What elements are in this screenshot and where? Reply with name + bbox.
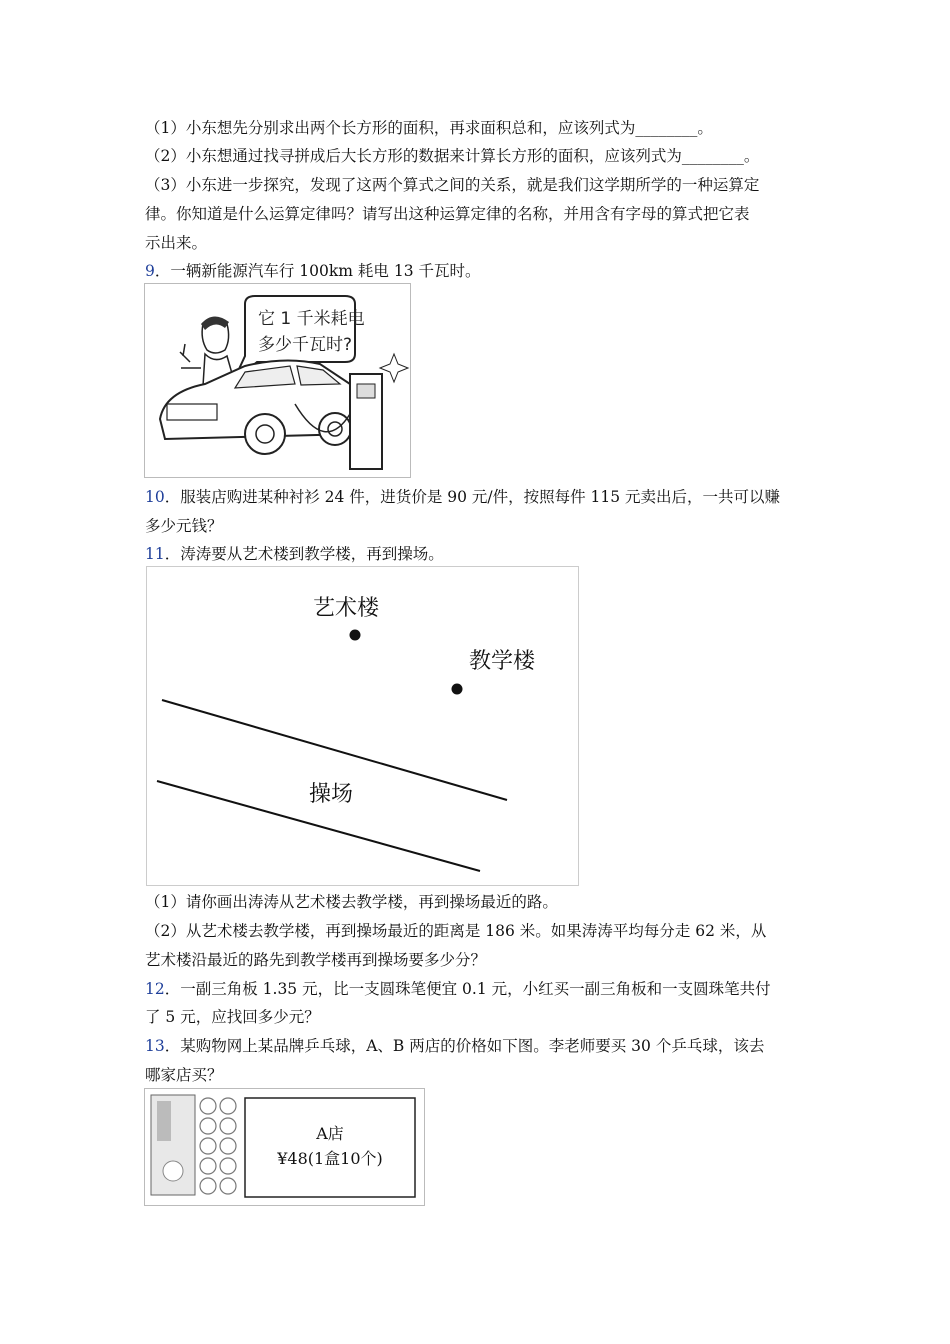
q12-line1 bbox=[145, 979, 771, 999]
q10-line1 bbox=[145, 487, 780, 507]
car-illustration bbox=[144, 283, 411, 478]
q9-text bbox=[145, 261, 480, 281]
q12-body1: ．一副三角板 1.35 元，比一支圆珠笔便宜 0.1 元，小红买一副三角板和一支圆珠笔共付 bbox=[164, 980, 771, 998]
charger-screen-icon bbox=[357, 384, 375, 398]
label-teaching-building: 教学楼 bbox=[469, 649, 536, 674]
box-ball-icon bbox=[163, 1161, 183, 1181]
q10-number: 10 bbox=[145, 488, 165, 506]
q11-text bbox=[145, 544, 444, 564]
label-playground: 操场 bbox=[309, 782, 354, 807]
campus-map bbox=[146, 566, 579, 886]
bubble-line2: 多少千瓦时? bbox=[258, 335, 353, 355]
q11-number: 11 bbox=[145, 545, 165, 563]
q11-body: ．涛涛要从艺术楼到教学楼，再到操场。 bbox=[164, 545, 444, 563]
ping-pong-balls-icon bbox=[200, 1098, 236, 1194]
q8-sub1: （1）小东想先分别求出两个长方形的面积，再求面积总和，应该列式为________。 bbox=[145, 119, 713, 137]
q8-sub3-line2: 律。你知道是什么运算定律吗？请写出这种运算定律的名称，并用含有字母的算式把它表 bbox=[145, 205, 750, 223]
q10-line2: 多少元钱？ bbox=[145, 517, 223, 535]
q13-body1: ．某购物网上某品牌乒乓球，A、B 两店的价格如下图。李老师要买 30 个乒乓球，该去 bbox=[164, 1037, 765, 1055]
q8-sub3-line1: （3）小东进一步探究，发现了这两个算式之间的关系，就是我们这学期所学的一种运算定 bbox=[145, 176, 760, 194]
q13-line2: 哪家店买？ bbox=[145, 1066, 223, 1084]
q13-line1 bbox=[145, 1036, 764, 1056]
q13-number: 13 bbox=[145, 1037, 165, 1055]
q11-sub1: （1）请你画出涛涛从艺术楼去教学楼，再到操场最近的路。 bbox=[145, 893, 558, 911]
q11-sub2-line2: 艺术楼沿最近的路先到教学楼再到操场要多少分？ bbox=[145, 951, 487, 969]
shop-a-figure bbox=[144, 1088, 425, 1206]
label-art-building: 艺术楼 bbox=[313, 596, 380, 621]
person-arm-icon bbox=[180, 344, 201, 368]
shop-name: A店 bbox=[316, 1124, 344, 1143]
q12-line2: 了 5 元，应找回多少元？ bbox=[145, 1008, 320, 1026]
sparkle-icon bbox=[380, 354, 408, 382]
q11-sub2-line1: （2）从艺术楼去教学楼，再到操场最近的距离是 186 米。如果涛涛平均每分走 62 米，从 bbox=[145, 922, 767, 940]
car-grille-icon bbox=[167, 404, 217, 420]
q8-sub2: （2）小东想通过找寻拼成后大长方形的数据来计算长方形的面积，应该列式为________。 bbox=[145, 147, 760, 165]
shop-a-drawing bbox=[145, 1089, 424, 1205]
shop-price: ¥48(1盒10个) bbox=[277, 1149, 383, 1168]
bubble-line1: 它 1 千米耗电 bbox=[258, 309, 365, 329]
art-building-dot bbox=[350, 630, 361, 641]
q12-number: 12 bbox=[145, 980, 165, 998]
q8-sub3-line3: 示出来。 bbox=[145, 234, 208, 252]
price-card bbox=[245, 1098, 415, 1197]
q9-body: ．一辆新能源汽车行 100km 耗电 13 千瓦时。 bbox=[154, 262, 481, 280]
car-drawing bbox=[145, 284, 410, 477]
map-drawing bbox=[147, 567, 578, 885]
teaching-building-dot bbox=[452, 684, 463, 695]
q10-body1: ．服装店购进某种衬衫 24 件，进货价是 90 元/件，按照每件 115 元卖出后，一共可以赚 bbox=[164, 488, 781, 506]
car-front-wheel-icon bbox=[245, 414, 285, 454]
q9-number: 9 bbox=[145, 262, 155, 280]
box-panel-icon bbox=[157, 1101, 171, 1141]
